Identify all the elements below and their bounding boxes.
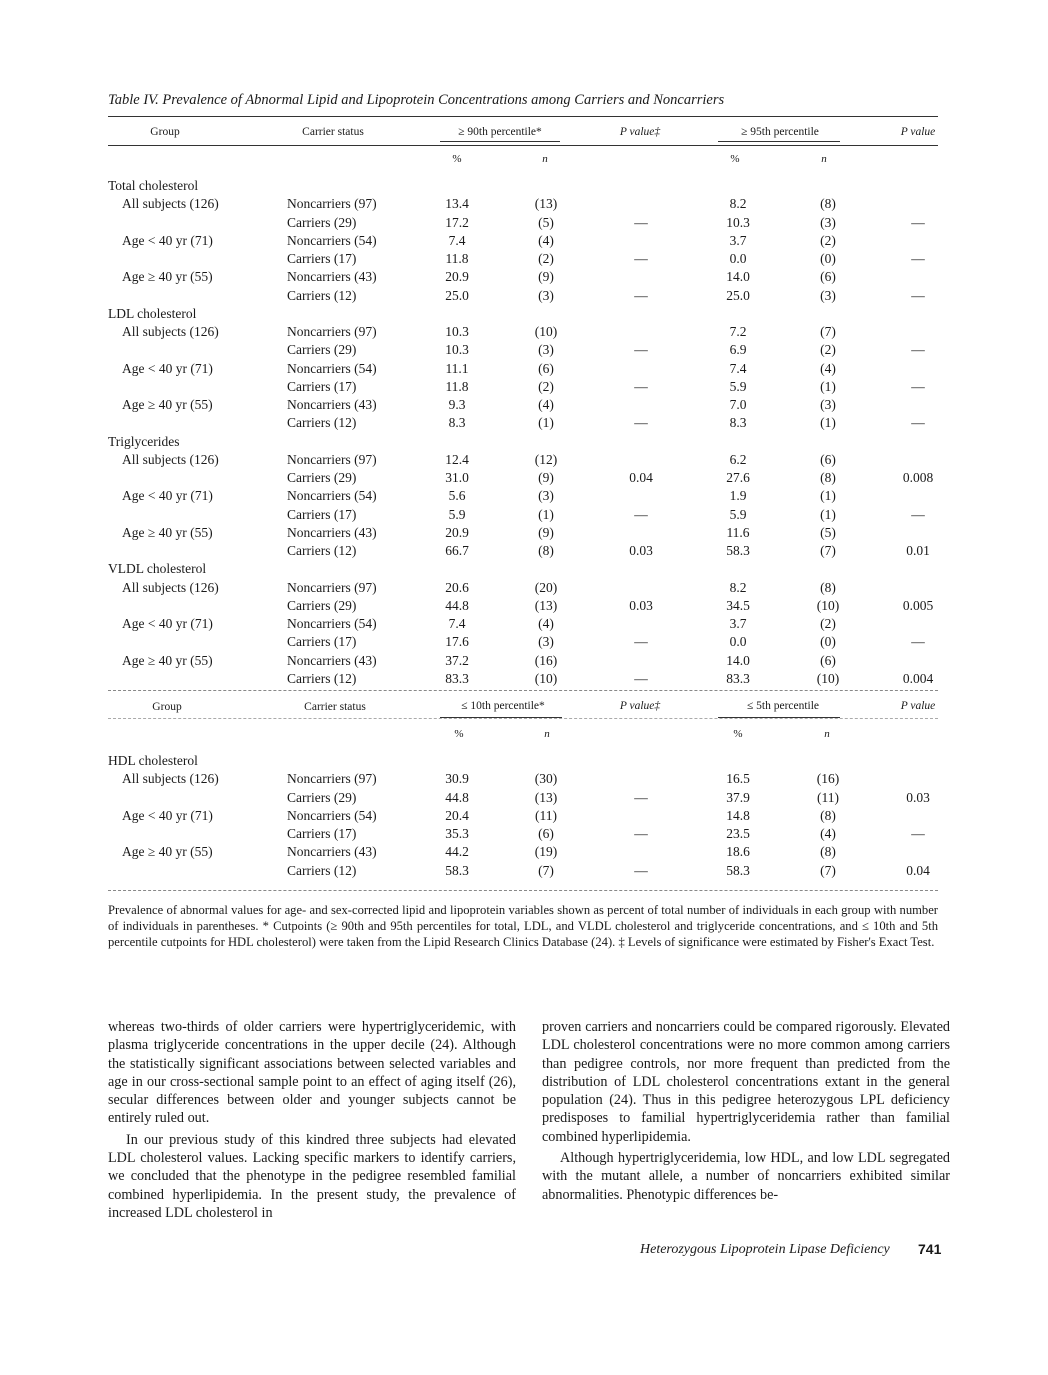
p95-span-rule: [718, 141, 840, 142]
pct-cell: 1.9: [729, 488, 747, 504]
pct-cell: 7.4: [448, 232, 466, 248]
n-cell: (4): [538, 232, 554, 248]
n-cell: (3): [538, 287, 554, 303]
group-label: All subjects (126): [122, 771, 219, 787]
pct-cell: 58.3: [726, 862, 750, 878]
carrier-status-cell: Noncarriers (54): [287, 232, 377, 248]
carrier-status-cell: Noncarriers (54): [287, 616, 377, 631]
running-head: Heterozygous Lipoprotein Lipase Deficiency: [640, 1242, 890, 1257]
pct-cell: 25.0: [726, 287, 750, 303]
pct-cell: 7.4: [448, 616, 466, 631]
pvalue-cell: —: [911, 506, 925, 522]
carrier-status-cell: Noncarriers (97): [287, 451, 377, 467]
n-cell: (16): [534, 652, 558, 668]
pct-cell: 8.2: [729, 579, 747, 595]
pvalue-cell: —: [634, 415, 648, 431]
carrier-status-cell: Carriers (17): [287, 251, 357, 266]
n-cell: (6): [820, 269, 836, 285]
n-cell: (8): [820, 579, 836, 595]
pvalue-cell: —: [634, 342, 648, 358]
n-cell: (3): [538, 634, 554, 650]
n-cell: (9): [538, 524, 554, 540]
n-cell: (4): [820, 826, 836, 841]
n-cell: (10): [816, 670, 840, 686]
pvalue-cell: —: [911, 634, 925, 650]
carrier-status-cell: Noncarriers (43): [287, 269, 377, 285]
hdl-header-group: Group: [152, 701, 182, 713]
carrier-status-cell: Noncarriers (43): [287, 652, 377, 668]
n-cell: (1): [820, 506, 836, 522]
table-bottom-rule: [108, 890, 938, 891]
pct-cell: 44.8: [445, 597, 469, 613]
body-paragraph: In our previous study of this kindred three subjects had elevated LDL cholesterol values. Lacking specific markers to identify carriers, we concluded that the phenotype in the pedigree resembled familial combined hyperlipidemia. In the present study, the prevalence of increased LDL cholesterol in: [108, 1131, 516, 1221]
n-cell: (3): [538, 488, 554, 504]
subheader-n-1: n: [542, 153, 548, 165]
n-cell: (1): [538, 415, 554, 431]
subheader-pct-1: %: [452, 153, 462, 165]
header-rule: [108, 145, 938, 146]
table-footnote: Prevalence of abnormal values for age- and sex-corrected lipid and lipoprotein variables shown as percent of total number of individuals in each group with number of individuals in parentheses. * Cutpoints (≥ 90th and 95th percentiles for total, LDL, and VLDL cholesterol and triglyceride concentrations, and ≤ 10th and 5th percentile cutpoints for HDL cholesterol) were taken from the Lipid Research Clinics Database (24). ‡ Levels of significance were estimated by Fisher's Exact Test.: [108, 903, 938, 949]
n-cell: (8): [538, 543, 554, 558]
pvalue-cell: 0.005: [902, 597, 934, 613]
n-cell: (30): [534, 771, 558, 787]
carrier-status-cell: Carriers (12): [287, 415, 357, 431]
section-label: Triglycerides: [108, 433, 180, 449]
n-cell: (1): [820, 378, 836, 394]
section-label: VLDL cholesterol: [108, 561, 207, 577]
group-label: Age ≥ 40 yr (55): [122, 652, 213, 668]
n-cell: (4): [538, 616, 554, 631]
n-cell: (7): [820, 324, 836, 339]
section-label: LDL cholesterol: [108, 305, 197, 321]
pct-cell: 17.2: [445, 214, 469, 230]
n-cell: (11): [535, 807, 557, 823]
pct-cell: 16.5: [726, 771, 750, 787]
n-cell: (2): [820, 232, 836, 248]
carrier-status-cell: Noncarriers (54): [287, 807, 377, 823]
pct-cell: 7.0: [729, 397, 747, 412]
carrier-status-cell: Noncarriers (54): [287, 360, 377, 376]
body-paragraph: Although hypertriglyceridemia, low HDL, and low LDL segregated with the mutant allele, a number of noncarriers exhibited similar abnormalities. Phenotypic differences be-: [542, 1150, 950, 1203]
n-cell: (8): [820, 470, 836, 485]
pct-cell: 14.8: [726, 807, 750, 823]
pvalue-cell: 0.01: [906, 543, 930, 558]
pct-cell: 3.7: [729, 616, 747, 631]
carrier-status-cell: Noncarriers (43): [287, 844, 377, 860]
pct-cell: 20.4: [445, 807, 469, 823]
group-label: Age ≥ 40 yr (55): [122, 524, 213, 540]
body-column-left: [108, 1018, 516, 1222]
carrier-status-cell: Noncarriers (54): [287, 488, 377, 504]
pct-cell: 58.3: [445, 862, 469, 878]
header-p90: ≥ 90th percentile*: [458, 126, 542, 138]
pvalue-cell: —: [911, 826, 925, 841]
n-cell: (3): [538, 342, 554, 358]
pct-cell: 44.2: [445, 844, 469, 860]
pvalue-cell: —: [634, 251, 648, 266]
header-group: Group: [150, 126, 180, 138]
n-cell: (6): [538, 826, 554, 841]
carrier-status-cell: Carriers (29): [287, 214, 357, 230]
group-label: Age < 40 yr (71): [122, 807, 213, 823]
pct-cell: 8.3: [448, 415, 466, 431]
n-cell: (6): [538, 360, 554, 376]
n-cell: (2): [820, 342, 836, 358]
n-cell: (11): [817, 789, 839, 805]
pct-cell: 5.9: [729, 506, 747, 522]
pct-cell: 13.4: [445, 196, 469, 212]
pct-cell: 20.9: [445, 269, 469, 285]
page-number: 741: [918, 1241, 942, 1257]
pct-cell: 5.6: [448, 488, 466, 504]
table-top-rule: [108, 116, 938, 117]
pct-cell: 27.6: [726, 470, 750, 485]
n-cell: (7): [820, 543, 836, 558]
pvalue-cell: —: [634, 826, 648, 841]
carrier-status-cell: Carriers (29): [287, 597, 357, 613]
pvalue-cell: —: [911, 378, 925, 394]
hdl-header-pvalue-2: P value: [900, 700, 936, 712]
pvalue-cell: 0.008: [902, 470, 934, 485]
pvalue-cell: —: [634, 862, 648, 878]
pvalue-cell: —: [911, 415, 925, 431]
n-cell: (5): [538, 214, 554, 230]
pct-cell: 18.6: [726, 844, 750, 860]
n-cell: (4): [538, 397, 554, 412]
header-pvalue-2: P value: [900, 126, 936, 138]
pvalue-cell: —: [911, 342, 925, 358]
n-cell: (8): [820, 196, 836, 212]
body-paragraph: whereas two-thirds of older carriers were hypertriglyceridemic, with plasma triglyceride concentrations in the upper decile (24). Although the statistically significant associations between selected variables and age in our cross-sectional sample point to an effect of aging itself (26), secular differences between older and younger subjects cannot be entirely ruled out.: [108, 1019, 516, 1127]
pct-cell: 37.9: [726, 789, 750, 805]
n-cell: (13): [534, 196, 558, 212]
pvalue-cell: 0.04: [906, 862, 930, 878]
pvalue-cell: —: [634, 634, 648, 650]
section-label: HDL cholesterol: [108, 753, 198, 768]
n-cell: (19): [534, 844, 558, 860]
pct-cell: 83.3: [445, 670, 469, 686]
group-label: Age < 40 yr (71): [122, 488, 213, 504]
header-pvalue-1: P value‡: [619, 126, 661, 138]
subheader-n-2: n: [821, 153, 827, 165]
pct-cell: 11.8: [445, 251, 469, 266]
carrier-status-cell: Carriers (17): [287, 378, 357, 394]
section-label: Total cholesterol: [108, 178, 199, 193]
hdl-header-pvalue-1: P value‡: [619, 700, 661, 712]
n-cell: (12): [534, 451, 558, 467]
pvalue-cell: 0.03: [629, 597, 653, 613]
n-cell: (10): [534, 324, 558, 339]
pvalue-cell: —: [911, 287, 925, 303]
pct-cell: 58.3: [726, 543, 750, 558]
pct-cell: 10.3: [445, 324, 469, 339]
n-cell: (10): [534, 670, 558, 686]
group-label: Age ≥ 40 yr (55): [122, 269, 213, 285]
n-cell: (4): [820, 360, 836, 376]
n-cell: (3): [820, 287, 836, 303]
n-cell: (5): [820, 524, 836, 540]
body-column-right: [542, 1018, 950, 1204]
pvalue-cell: 0.04: [629, 470, 653, 485]
pct-cell: 11.8: [445, 378, 469, 394]
pct-cell: 9.3: [448, 397, 466, 412]
carrier-status-cell: Carriers (12): [287, 543, 357, 558]
pct-cell: 20.9: [445, 524, 469, 540]
pct-cell: 20.6: [445, 579, 469, 595]
pvalue-cell: —: [911, 214, 925, 230]
carrier-status-cell: Noncarriers (97): [287, 324, 377, 339]
pvalue-cell: —: [634, 506, 648, 522]
n-cell: (1): [538, 506, 554, 522]
carrier-status-cell: Noncarriers (43): [287, 397, 377, 412]
pct-cell: 83.3: [726, 670, 750, 686]
n-cell: (8): [820, 807, 836, 823]
pct-cell: 17.6: [445, 634, 469, 650]
group-label: Age < 40 yr (71): [122, 616, 213, 631]
pct-cell: 25.0: [445, 287, 469, 303]
n-cell: (1): [820, 415, 836, 431]
pct-cell: 0.0: [729, 634, 747, 650]
carrier-status-cell: Carriers (12): [287, 862, 357, 878]
pvalue-cell: —: [634, 789, 648, 805]
carrier-status-cell: Noncarriers (97): [287, 579, 377, 595]
pct-cell: 6.9: [729, 342, 747, 358]
carrier-status-cell: Noncarriers (97): [287, 196, 377, 212]
n-cell: (0): [820, 251, 836, 266]
n-cell: (13): [534, 597, 558, 613]
pct-cell: 44.8: [445, 789, 469, 805]
n-cell: (2): [820, 616, 836, 631]
pct-cell: 5.9: [448, 506, 466, 522]
n-cell: (16): [816, 771, 840, 787]
n-cell: (9): [538, 470, 554, 485]
n-cell: (1): [820, 488, 836, 504]
pvalue-cell: 0.03: [906, 789, 930, 805]
pvalue-cell: 0.004: [902, 670, 934, 686]
carrier-status-cell: Carriers (12): [287, 287, 357, 303]
pct-cell: 66.7: [445, 543, 469, 558]
carrier-status-cell: Noncarriers (43): [287, 524, 377, 540]
n-cell: (20): [534, 579, 558, 595]
hdl-header-rule: [108, 718, 938, 719]
group-label: Age ≥ 40 yr (55): [122, 844, 213, 860]
group-label: All subjects (126): [122, 196, 219, 212]
table-caption: Table IV. Prevalence of Abnormal Lipid and Lipoprotein Concentrations among Carriers and Noncarriers: [108, 92, 725, 108]
group-label: Age < 40 yr (71): [122, 360, 213, 376]
n-cell: (8): [820, 844, 836, 860]
pct-cell: 14.0: [726, 269, 750, 285]
carrier-status-cell: Carriers (29): [287, 470, 357, 485]
group-label: Age < 40 yr (71): [122, 232, 213, 248]
hdl-subheader-n-1: n: [544, 728, 550, 740]
pct-cell: 5.9: [729, 378, 747, 394]
n-cell: (2): [538, 251, 554, 266]
pct-cell: 0.0: [729, 251, 747, 266]
hdl-subheader-n-2: n: [824, 728, 830, 740]
n-cell: (10): [816, 597, 840, 613]
pct-cell: 10.3: [726, 214, 750, 230]
pct-cell: 14.0: [726, 652, 750, 668]
hdl-top-rule: [108, 690, 938, 691]
pvalue-cell: —: [634, 287, 648, 303]
hdl-subheader-pct-1: %: [454, 728, 464, 740]
pvalue-cell: —: [634, 378, 648, 394]
n-cell: (2): [538, 378, 554, 394]
pct-cell: 3.7: [729, 232, 747, 248]
n-cell: (0): [820, 634, 836, 650]
group-label: All subjects (126): [122, 579, 219, 595]
n-cell: (3): [820, 214, 836, 230]
pct-cell: 31.0: [445, 470, 469, 485]
carrier-status-cell: Carriers (12): [287, 670, 357, 686]
pct-cell: 30.9: [445, 771, 469, 787]
carrier-status-cell: Carriers (29): [287, 789, 357, 805]
p90-span-rule: [440, 141, 560, 142]
pct-cell: 6.2: [729, 451, 747, 467]
hdl-header-p5: ≤ 5th percentile: [746, 700, 820, 712]
n-cell: (6): [820, 652, 836, 668]
n-cell: (9): [538, 269, 554, 285]
carrier-status-cell: Noncarriers (97): [287, 771, 377, 787]
body-paragraph: proven carriers and noncarriers could be compared rigorously. Elevated LDL cholesterol concentrations were no more common among carriers than pedigree controls, nor more frequent than predicted from the distribution of LDL cholesterol concentrations extant in the general population (24). Thus in this pedigree heterozygous LPL deficiency predisposes to familial hypertriglyceridemia rather than familial combined hyperlipidemia.: [542, 1019, 950, 1145]
carrier-status-cell: Carriers (17): [287, 826, 357, 841]
pct-cell: 12.4: [445, 451, 469, 467]
pct-cell: 34.5: [726, 597, 750, 613]
pvalue-cell: 0.03: [629, 543, 653, 558]
carrier-status-cell: Carriers (17): [287, 506, 357, 522]
pct-cell: 37.2: [445, 652, 469, 668]
header-p95: ≥ 95th percentile: [741, 126, 819, 138]
pct-cell: 7.2: [729, 324, 747, 339]
group-label: All subjects (126): [122, 451, 219, 467]
n-cell: (7): [538, 862, 554, 878]
pct-cell: 35.3: [445, 826, 469, 841]
pct-cell: 8.3: [729, 415, 747, 431]
pct-cell: 7.4: [729, 360, 747, 376]
hdl-header-p10: ≤ 10th percentile*: [461, 700, 545, 712]
subheader-pct-2: %: [730, 153, 740, 165]
n-cell: (13): [534, 789, 558, 805]
n-cell: (7): [820, 862, 836, 878]
n-cell: (3): [820, 397, 836, 412]
carrier-status-cell: Carriers (29): [287, 342, 357, 358]
group-label: Age ≥ 40 yr (55): [122, 397, 213, 412]
carrier-status-cell: Carriers (17): [287, 634, 357, 650]
hdl-header-carrier-status: Carrier status: [304, 701, 366, 713]
pct-cell: 11.1: [445, 360, 469, 376]
pct-cell: 23.5: [726, 826, 750, 841]
pct-cell: 10.3: [445, 342, 469, 358]
pvalue-cell: —: [634, 670, 648, 686]
hdl-subheader-pct-2: %: [733, 728, 743, 740]
header-carrier-status: Carrier status: [302, 126, 364, 138]
n-cell: (6): [820, 451, 836, 467]
pvalue-cell: —: [911, 251, 925, 266]
group-label: All subjects (126): [122, 324, 219, 339]
pct-cell: 11.6: [726, 524, 750, 540]
pvalue-cell: —: [634, 214, 648, 230]
pct-cell: 8.2: [729, 196, 747, 212]
